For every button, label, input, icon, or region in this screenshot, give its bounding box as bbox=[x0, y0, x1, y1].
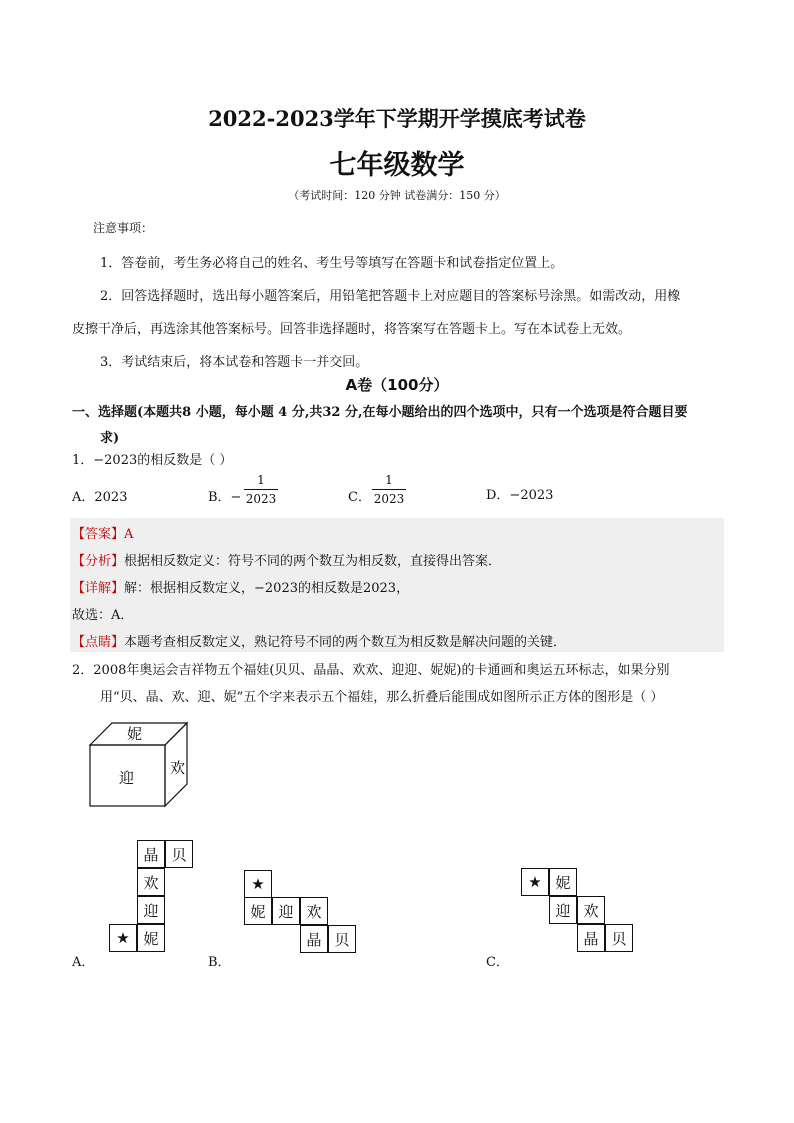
net-c-cell: 晶 bbox=[577, 924, 605, 952]
detail-text: 解：根据相反数定义，−2023的相反数是2023， bbox=[124, 581, 410, 596]
q1-option-a: A．2023 bbox=[72, 490, 128, 505]
analysis-text: 根据相反数定义：符号不同的两个数互为相反数，直接得出答案． bbox=[124, 554, 502, 569]
answer-tag: 【答案】 bbox=[72, 527, 125, 542]
note-3: 3．考试结束后，将本试卷和答题卡一并交回。 bbox=[100, 355, 369, 370]
net-b-star-cell: ★ bbox=[244, 870, 272, 898]
cube-top-label: 妮 bbox=[127, 725, 143, 743]
fraction-numerator: 1 bbox=[257, 473, 265, 487]
section-1-heading: 一、选择题(本题共8 小题，每小题 4 分,共32 分,在每小题给出的四个选项中，只有一个选项是符合题目要 bbox=[72, 405, 688, 420]
answer-value: A bbox=[124, 527, 134, 542]
exam-info: （考试时间：120 分钟 试卷满分：150 分） bbox=[288, 189, 506, 202]
net-a-cell: 欢 bbox=[137, 868, 165, 896]
cube-front-label: 迎 bbox=[119, 769, 135, 787]
detail-tag: 【详解】 bbox=[72, 581, 125, 596]
q2-option-a-label: A． bbox=[72, 955, 95, 970]
q1-option-c-label: C． bbox=[348, 490, 371, 505]
net-a-cell: 贝 bbox=[165, 840, 193, 868]
answer-line bbox=[72, 523, 133, 542]
net-c-cell: 妮 bbox=[549, 868, 577, 896]
q1-option-b-label: B．− bbox=[208, 490, 242, 505]
analysis-tag: 【分析】 bbox=[72, 554, 125, 569]
subject-title: 七年级数学 bbox=[329, 150, 465, 181]
section-1-heading-cont: 求) bbox=[100, 431, 120, 446]
net-c-cell: 贝 bbox=[605, 924, 633, 952]
q1-stem: 1．−2023的相反数是（ ） bbox=[72, 453, 233, 468]
q1-option-c-fraction bbox=[372, 472, 406, 507]
fraction-denominator: 2023 bbox=[373, 492, 405, 506]
note-2-line-1: 2．回答选择题时，选出每小题答案后，用铅笔把答题卡上对应题目的答案标号涂黑。如需改动，用橡 bbox=[100, 289, 681, 304]
net-b-cell: 晶 bbox=[300, 925, 328, 953]
q2-option-b-label: B． bbox=[208, 955, 231, 970]
cube-right-label: 欢 bbox=[170, 759, 186, 777]
net-c-star-cell: ★ bbox=[521, 868, 549, 896]
net-b-cell: 欢 bbox=[300, 897, 328, 925]
net-a-cell: 迎 bbox=[137, 896, 165, 924]
exam-title: 2022-2023学年下学期开学摸底考试卷 bbox=[208, 106, 586, 131]
q1-option-b-fraction bbox=[244, 472, 278, 507]
fraction-denominator: 2023 bbox=[245, 492, 277, 506]
net-c-cell: 欢 bbox=[577, 896, 605, 924]
q2-stem-line-1: 2．2008年奥运会吉祥物五个福娃(贝贝、晶晶、欢欢、迎迎、妮妮)的卡通画和奥运五环标志，如果分别 bbox=[72, 663, 670, 678]
fraction-bar bbox=[244, 489, 278, 490]
net-b-cell: 贝 bbox=[328, 925, 356, 953]
note-1: 1．答卷前，考生务必将自己的姓名、考生号等填写在答题卡和试卷指定位置上。 bbox=[100, 256, 564, 271]
q2-option-c-label: C． bbox=[486, 955, 509, 970]
analysis-line bbox=[72, 550, 501, 569]
comment-text: 本题考查相反数定义，熟记符号不同的两个数互为相反数是解决问题的关键． bbox=[124, 635, 567, 650]
note-2-line-2: 皮擦干净后，再选涂其他答案标号。回答非选择题时，将答案写在答题卡上。写在本试卷上无效。 bbox=[72, 322, 632, 337]
q1-option-d: D．−2023 bbox=[486, 488, 554, 503]
net-b-cell: 迎 bbox=[272, 897, 300, 925]
fraction-bar bbox=[372, 489, 406, 490]
net-a-cell: 妮 bbox=[137, 924, 165, 952]
net-a-cell: 晶 bbox=[137, 840, 165, 868]
q2-stem-line-2: 用“贝、晶、欢、迎、妮”五个字来表示五个福娃，那么折叠后能围成如图所示正方体的图形是（ ） bbox=[100, 690, 664, 705]
net-b-cell: 妮 bbox=[244, 897, 272, 925]
net-c-cell: 迎 bbox=[549, 896, 577, 924]
comment-tag: 【点睛】 bbox=[72, 635, 125, 650]
detail-line bbox=[72, 577, 409, 596]
notes-heading: 注意事项： bbox=[93, 221, 154, 235]
fraction-numerator: 1 bbox=[385, 473, 393, 487]
choice-line: 故选：A． bbox=[72, 608, 134, 623]
comment-line bbox=[72, 631, 566, 650]
section-a-title: A卷（100分） bbox=[345, 376, 449, 394]
net-a-star-cell: ★ bbox=[109, 924, 137, 952]
